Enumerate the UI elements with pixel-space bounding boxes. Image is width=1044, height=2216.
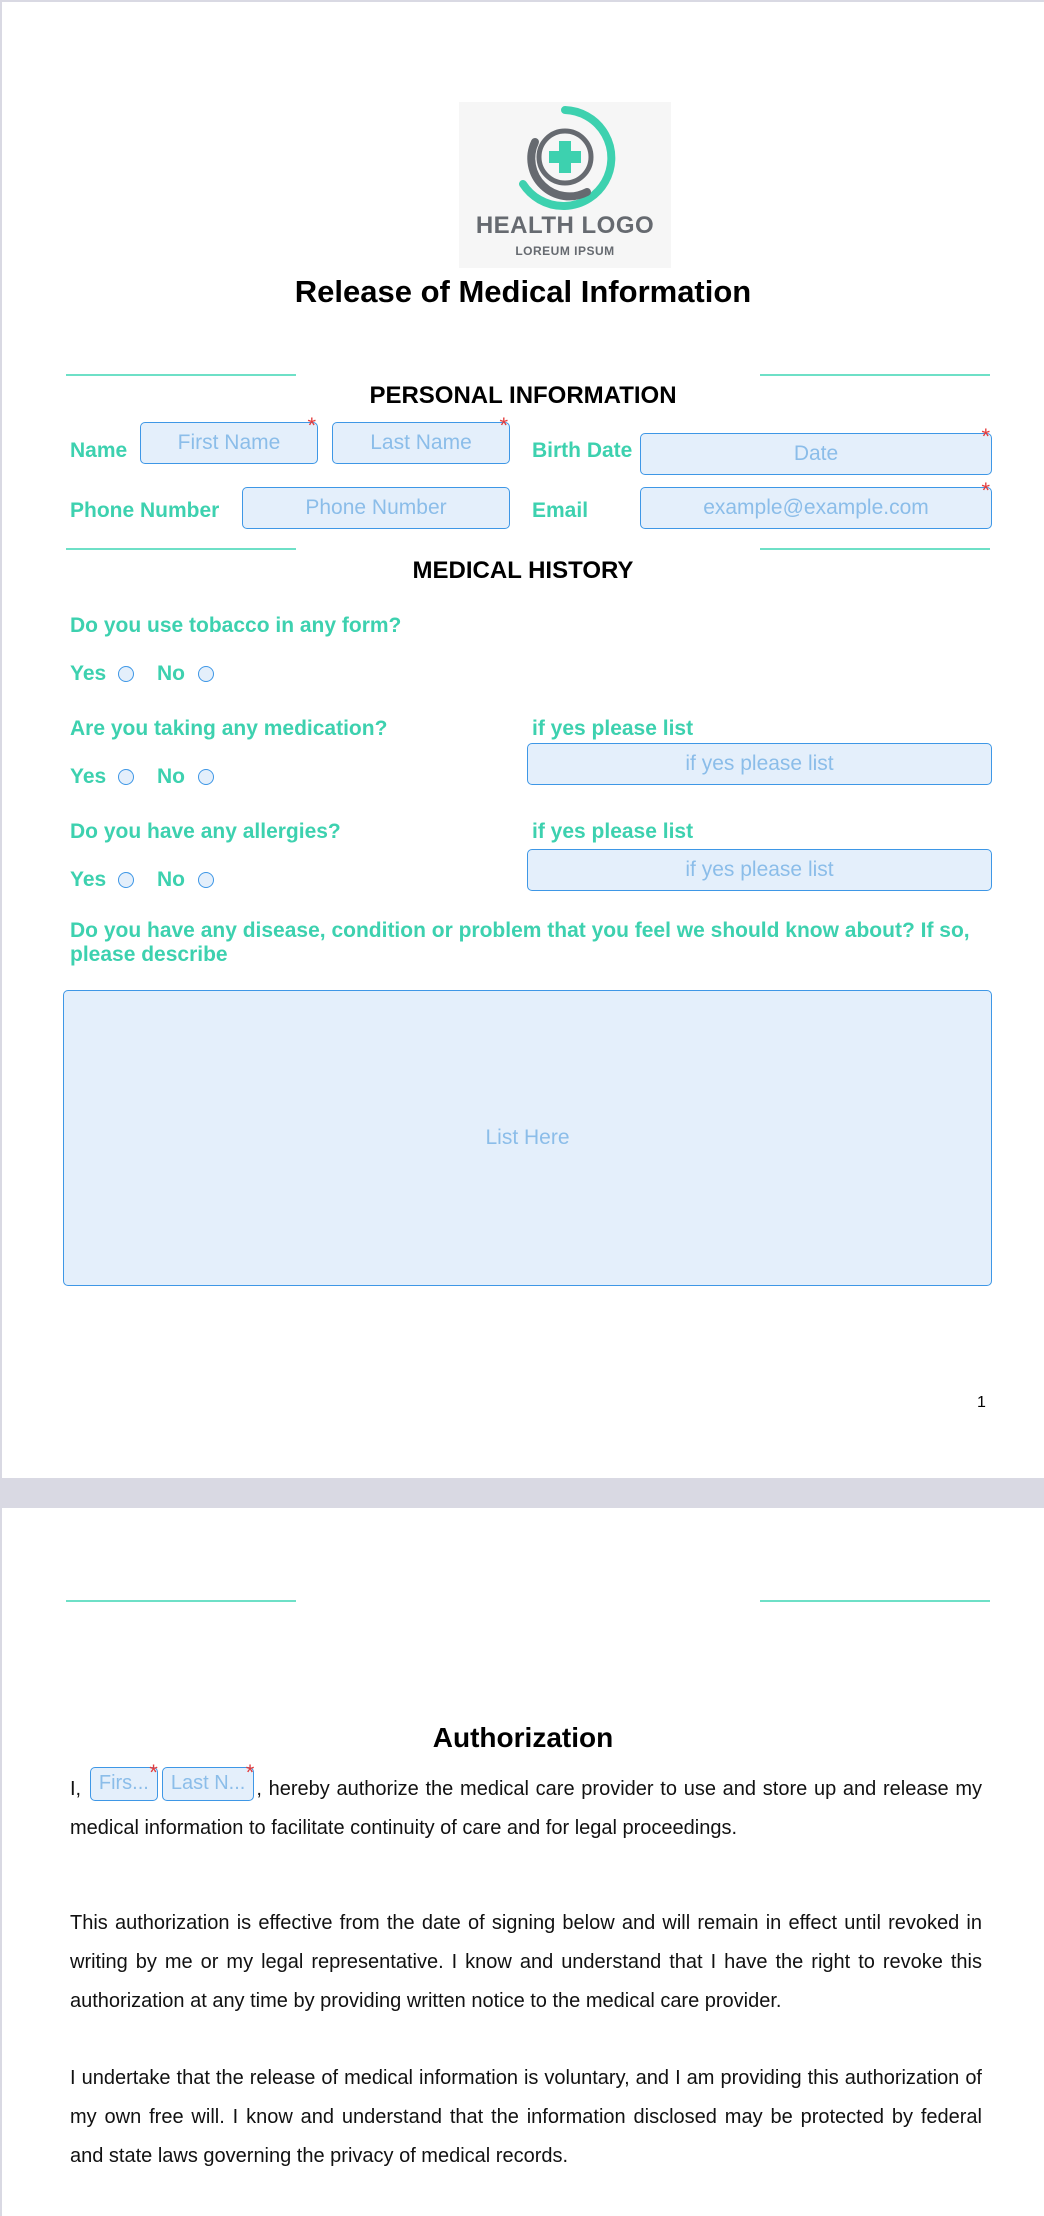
medication-yes-label: Yes bbox=[70, 765, 107, 788]
authorization-paragraph-1 bbox=[70, 1759, 982, 1848]
logo-title: HEALTH LOGO bbox=[475, 212, 655, 239]
email-placeholder: example@example.com bbox=[703, 496, 929, 519]
allergies-no-radio[interactable] bbox=[198, 872, 214, 888]
disease-description-textarea[interactable] bbox=[63, 990, 992, 1286]
describe-placeholder: List Here bbox=[485, 1126, 570, 1149]
allergies-list-placeholder: if yes please list bbox=[685, 858, 834, 881]
required-asterisk: * bbox=[499, 413, 508, 438]
medication-list-label: if yes please list bbox=[532, 717, 694, 740]
health-logo bbox=[459, 102, 671, 268]
allergies-yes-label: Yes bbox=[70, 868, 107, 891]
tobacco-yes-radio[interactable] bbox=[118, 666, 134, 682]
medication-yes-radio[interactable] bbox=[118, 769, 134, 785]
phone-input[interactable] bbox=[242, 487, 510, 529]
allergies-list-input[interactable] bbox=[527, 849, 992, 891]
logo-subtitle: LOREUM IPSUM bbox=[515, 244, 615, 258]
required-asterisk: * bbox=[307, 413, 316, 438]
divider bbox=[760, 548, 990, 550]
auth-last-name-input[interactable] bbox=[162, 1759, 255, 1801]
medication-no-label: No bbox=[157, 765, 185, 788]
required-asterisk: * bbox=[149, 1759, 158, 1785]
medication-list-placeholder: if yes please list bbox=[685, 752, 834, 775]
page-number: 1 bbox=[977, 1394, 986, 1411]
allergies-list-label: if yes please list bbox=[532, 820, 694, 843]
required-asterisk: * bbox=[245, 1759, 255, 1785]
disease-question-line1: Do you have any disease, condition or problem that you feel we should know about? If so, bbox=[70, 919, 970, 942]
birth-date-input[interactable] bbox=[640, 424, 992, 475]
page-title: Release of Medical Information bbox=[294, 274, 752, 309]
allergies-question: Do you have any allergies? bbox=[70, 820, 341, 843]
auth-last-name-placeholder: Last N... bbox=[170, 1772, 246, 1795]
phone-placeholder: Phone Number bbox=[305, 496, 447, 519]
first-name-placeholder: First Name bbox=[177, 431, 281, 454]
first-name-input[interactable] bbox=[140, 413, 318, 464]
last-name-input[interactable] bbox=[332, 413, 510, 464]
divider bbox=[760, 1600, 990, 1602]
email-label: Email bbox=[532, 499, 589, 522]
medication-question: Are you taking any medication? bbox=[70, 717, 388, 740]
authorization-heading: Authorization bbox=[432, 1722, 614, 1753]
divider bbox=[760, 374, 990, 376]
form-page-1 bbox=[2, 2, 1044, 1478]
tobacco-yes-label: Yes bbox=[70, 662, 107, 685]
divider bbox=[66, 374, 296, 376]
email-input[interactable] bbox=[640, 478, 992, 529]
tobacco-no-radio[interactable] bbox=[198, 666, 214, 682]
medical-cross-icon bbox=[459, 102, 671, 212]
medication-list-input[interactable] bbox=[527, 743, 992, 785]
medication-no-radio[interactable] bbox=[198, 769, 214, 785]
form-page-2 bbox=[2, 1508, 1044, 2216]
authorization-paragraph-3: I undertake that the release of medical information is voluntary, and I am providing this authorization of my own free will. I know and understand that the information disclosed may be protected by federal and state laws governing the privacy of medical records. bbox=[70, 2067, 982, 2167]
medical-history-heading: MEDICAL HISTORY bbox=[412, 557, 634, 584]
name-label: Name bbox=[70, 439, 128, 462]
disease-question-line2: please describe bbox=[70, 943, 228, 966]
tobacco-question: Do you use tobacco in any form? bbox=[70, 614, 402, 637]
allergies-yes-radio[interactable] bbox=[118, 872, 134, 888]
phone-label: Phone Number bbox=[70, 499, 220, 522]
authorization-paragraph-2: This authorization is effective from the date of signing below and will remain in effect until revoked in writing by me or my legal representative. I know and understand that I have the right to revoke this authorization at any time by providing written notice to the medical care provider. bbox=[70, 1912, 982, 2012]
last-name-placeholder: Last Name bbox=[370, 431, 472, 454]
authorization-text-1: , hereby authorize the medical care provider to use and store up and release my medical information to facilitate continuity of care and for legal proceedings. bbox=[70, 1778, 982, 1839]
allergies-no-label: No bbox=[157, 868, 185, 891]
auth-first-name-input[interactable] bbox=[90, 1759, 158, 1801]
divider bbox=[66, 1600, 296, 1602]
birth-date-label: Birth Date bbox=[532, 439, 633, 462]
required-asterisk: * bbox=[981, 478, 990, 503]
personal-info-heading: PERSONAL INFORMATION bbox=[369, 382, 677, 409]
date-placeholder: Date bbox=[793, 442, 839, 465]
required-asterisk: * bbox=[981, 424, 990, 449]
i-text: I, bbox=[70, 1778, 82, 1800]
divider bbox=[66, 548, 296, 550]
tobacco-no-label: No bbox=[157, 662, 185, 685]
auth-first-name-placeholder: Firs... bbox=[98, 1772, 149, 1795]
